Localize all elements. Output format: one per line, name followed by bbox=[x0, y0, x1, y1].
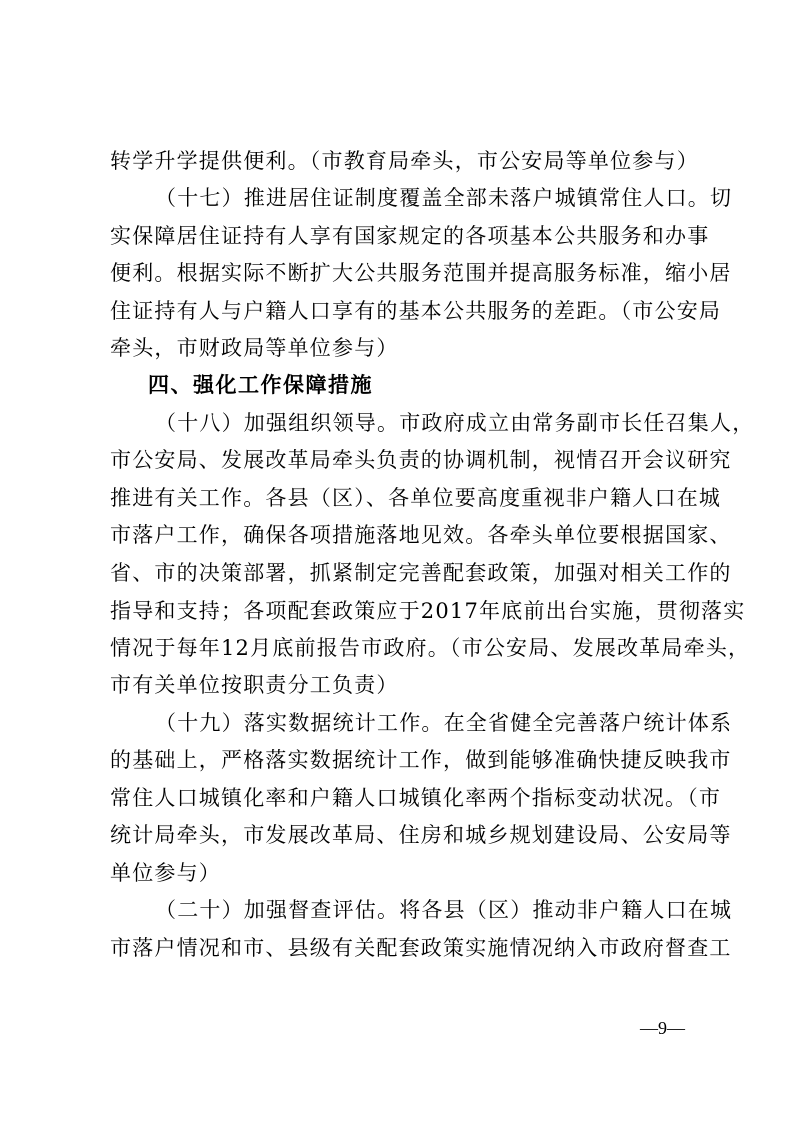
text-line: 市落户工作，确保各项措施落地见效。各牵头单位要根据国家、 bbox=[110, 523, 732, 547]
page-number: —9— bbox=[640, 1018, 685, 1038]
text-line: 单位参与） bbox=[110, 861, 221, 885]
text-line: 的基础上，严格落实数据统计工作，做到能够准确快捷反映我市 bbox=[110, 748, 732, 772]
text-line: （十九）落实数据统计工作。在全省健全完善落户统计体系 bbox=[155, 711, 733, 735]
text-line: （十七）推进居住证制度覆盖全部未落户城镇常住人口。切 bbox=[155, 186, 733, 210]
text-line: 实保障居住证持有人享有国家规定的各项基本公共服务和办事 bbox=[110, 224, 710, 248]
section-heading: 四、强化工作保障措施 bbox=[148, 373, 373, 397]
text-line: 推进有关工作。各县（区）、各单位要高度重视非户籍人口在城 bbox=[110, 486, 722, 510]
text-line: 情况于每年12月底前报告市政府。（市公安局、发展改革局牵头， bbox=[110, 636, 751, 660]
text-line: 市有关单位按职责分工负责） bbox=[110, 673, 399, 697]
text-line: 便利。根据实际不断扩大公共服务范围并提高服务标准，缩小居 bbox=[110, 261, 732, 285]
text-line: 市落户情况和市、县级有关配套政策实施情况纳入市政府督查工 bbox=[110, 936, 732, 960]
text-line: 统计局牵头，市发展改革局、住房和城乡规划建设局、公安局等 bbox=[110, 823, 732, 847]
text-line: 指导和支持；各项配套政策应于2017年底前出台实施，贯彻落实 bbox=[110, 599, 746, 623]
text-line: （十八）加强组织领导。市政府成立由常务副市长任召集人， bbox=[155, 411, 755, 435]
text-line: 常住人口城镇化率和户籍人口城镇化率两个指标变动状况。（市 bbox=[110, 786, 722, 810]
text-line: （二十）加强督查评估。将各县（区）推动非户籍人口在城 bbox=[155, 898, 733, 922]
text-line: 市公安局、发展改革局牵头负责的协调机制，视情召开会议研究 bbox=[110, 448, 732, 472]
text-line: 住证持有人与户籍人口享有的基本公共服务的差距。（市公安局 bbox=[110, 299, 722, 323]
text-line: 牵头，市财政局等单位参与） bbox=[110, 336, 399, 360]
text-line: 省、市的决策部署，抓紧制定完善配套政策，加强对相关工作的 bbox=[110, 561, 732, 585]
text-line: 转学升学提供便利。（市教育局牵头，市公安局等单位参与） bbox=[110, 149, 699, 173]
